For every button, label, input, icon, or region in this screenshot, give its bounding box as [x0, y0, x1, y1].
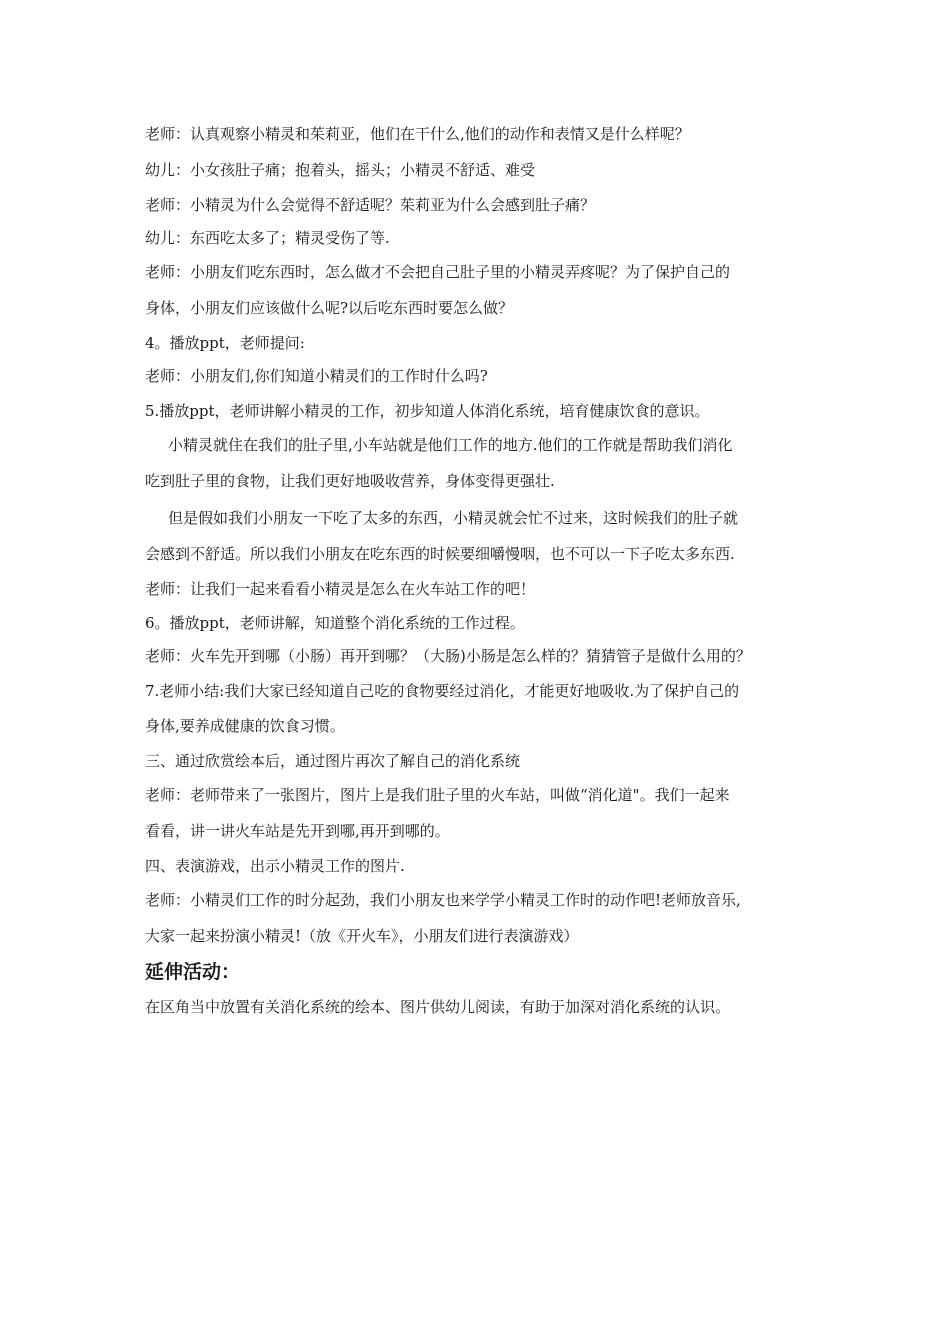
text-line: 小精灵就住在我们的肚子里,小车站就是他们工作的地方.他们的工作就是帮助我们消化	[168, 436, 733, 454]
text-line: 老师：让我们一起来看看小精灵是怎么在火车站工作的吧！	[145, 580, 536, 598]
text-line: 老师：火车先开到哪（小肠）再开到哪？（大肠)小肠是怎么样的？猜猜管子是做什么用的？	[145, 647, 751, 665]
text-line: 身体，小朋友们应该做什么呢?以后吃东西时要怎么做？	[145, 299, 514, 317]
text-line: 老师：小朋友们,你们知道小精灵们的工作时什么吗?	[145, 367, 488, 385]
text-line: 老师：小精灵们工作的时分起劲，我们小朋友也来学学小精灵工作时的动作吧!老师放音乐,	[145, 891, 741, 909]
text-line: 老师：认真观察小精灵和茱莉亚，他们在干什么,他们的动作和表情又是什么样呢？	[145, 125, 690, 143]
text-line: 7.老师小结:我们大家已经知道自己吃的食物要经过消化，才能更好地吸收.为了保护自己的	[145, 682, 740, 700]
text-line: 会感到不舒适。所以我们小朋友在吃东西的时候要细嚼慢咽，也不可以一下子吃太多东西.	[145, 545, 735, 563]
section-heading: 延伸活动：	[145, 961, 241, 983]
text-line: 身体,要养成健康的饮食习惯。	[145, 717, 345, 735]
text-line: 看看，讲一讲火车站是先开到哪,再开到哪的。	[145, 822, 450, 840]
text-line: 老师：老师带来了一张图片，图片上是我们肚子里的火车站，叫做“消化道"。我们一起来	[145, 786, 730, 804]
text-line: 幼儿：小女孩肚子痛；抱着头，摇头；小精灵不舒适、难受	[145, 161, 536, 179]
text-line: 幼儿：东西吃太多了；精灵受伤了等.	[145, 229, 390, 247]
text-line: 四、表演游戏，出示小精灵工作的图片.	[145, 857, 405, 875]
closing-line: 在区角当中放置有关消化系统的绘本、图片供幼儿阅读，有助于加深对消化系统的认识。	[145, 998, 731, 1016]
text-line: 老师：小朋友们吃东西时，怎么做才不会把自己肚子里的小精灵弄疼呢？为了保护自己的	[145, 263, 731, 281]
text-line: 吃到肚子里的食物，让我们更好地吸收营养，身体变得更强壮.	[145, 472, 555, 490]
text-line: 大家一起来扮演小精灵!（放《开火车》，小朋友们进行表演游戏）	[145, 927, 579, 945]
text-line: 6。播放ppt，老师讲解，知道整个消化系统的工作过程。	[145, 614, 525, 632]
text-line: 但是假如我们小朋友一下吃了太多的东西，小精灵就会忙不过来，这时候我们的肚子就	[168, 509, 739, 527]
text-line: 5.播放ppt，老师讲解小精灵的工作，初步知道人体消化系统，培育健康饮食的意识。	[145, 402, 710, 420]
text-line: 老师：小精灵为什么会觉得不舒适呢？茱莉亚为什么会感到肚子痛？	[145, 196, 596, 214]
text-line: 三、通过欣赏绘本后，通过图片再次了解自己的消化系统	[145, 752, 521, 770]
text-line: 4。播放ppt，老师提问:	[145, 334, 305, 352]
